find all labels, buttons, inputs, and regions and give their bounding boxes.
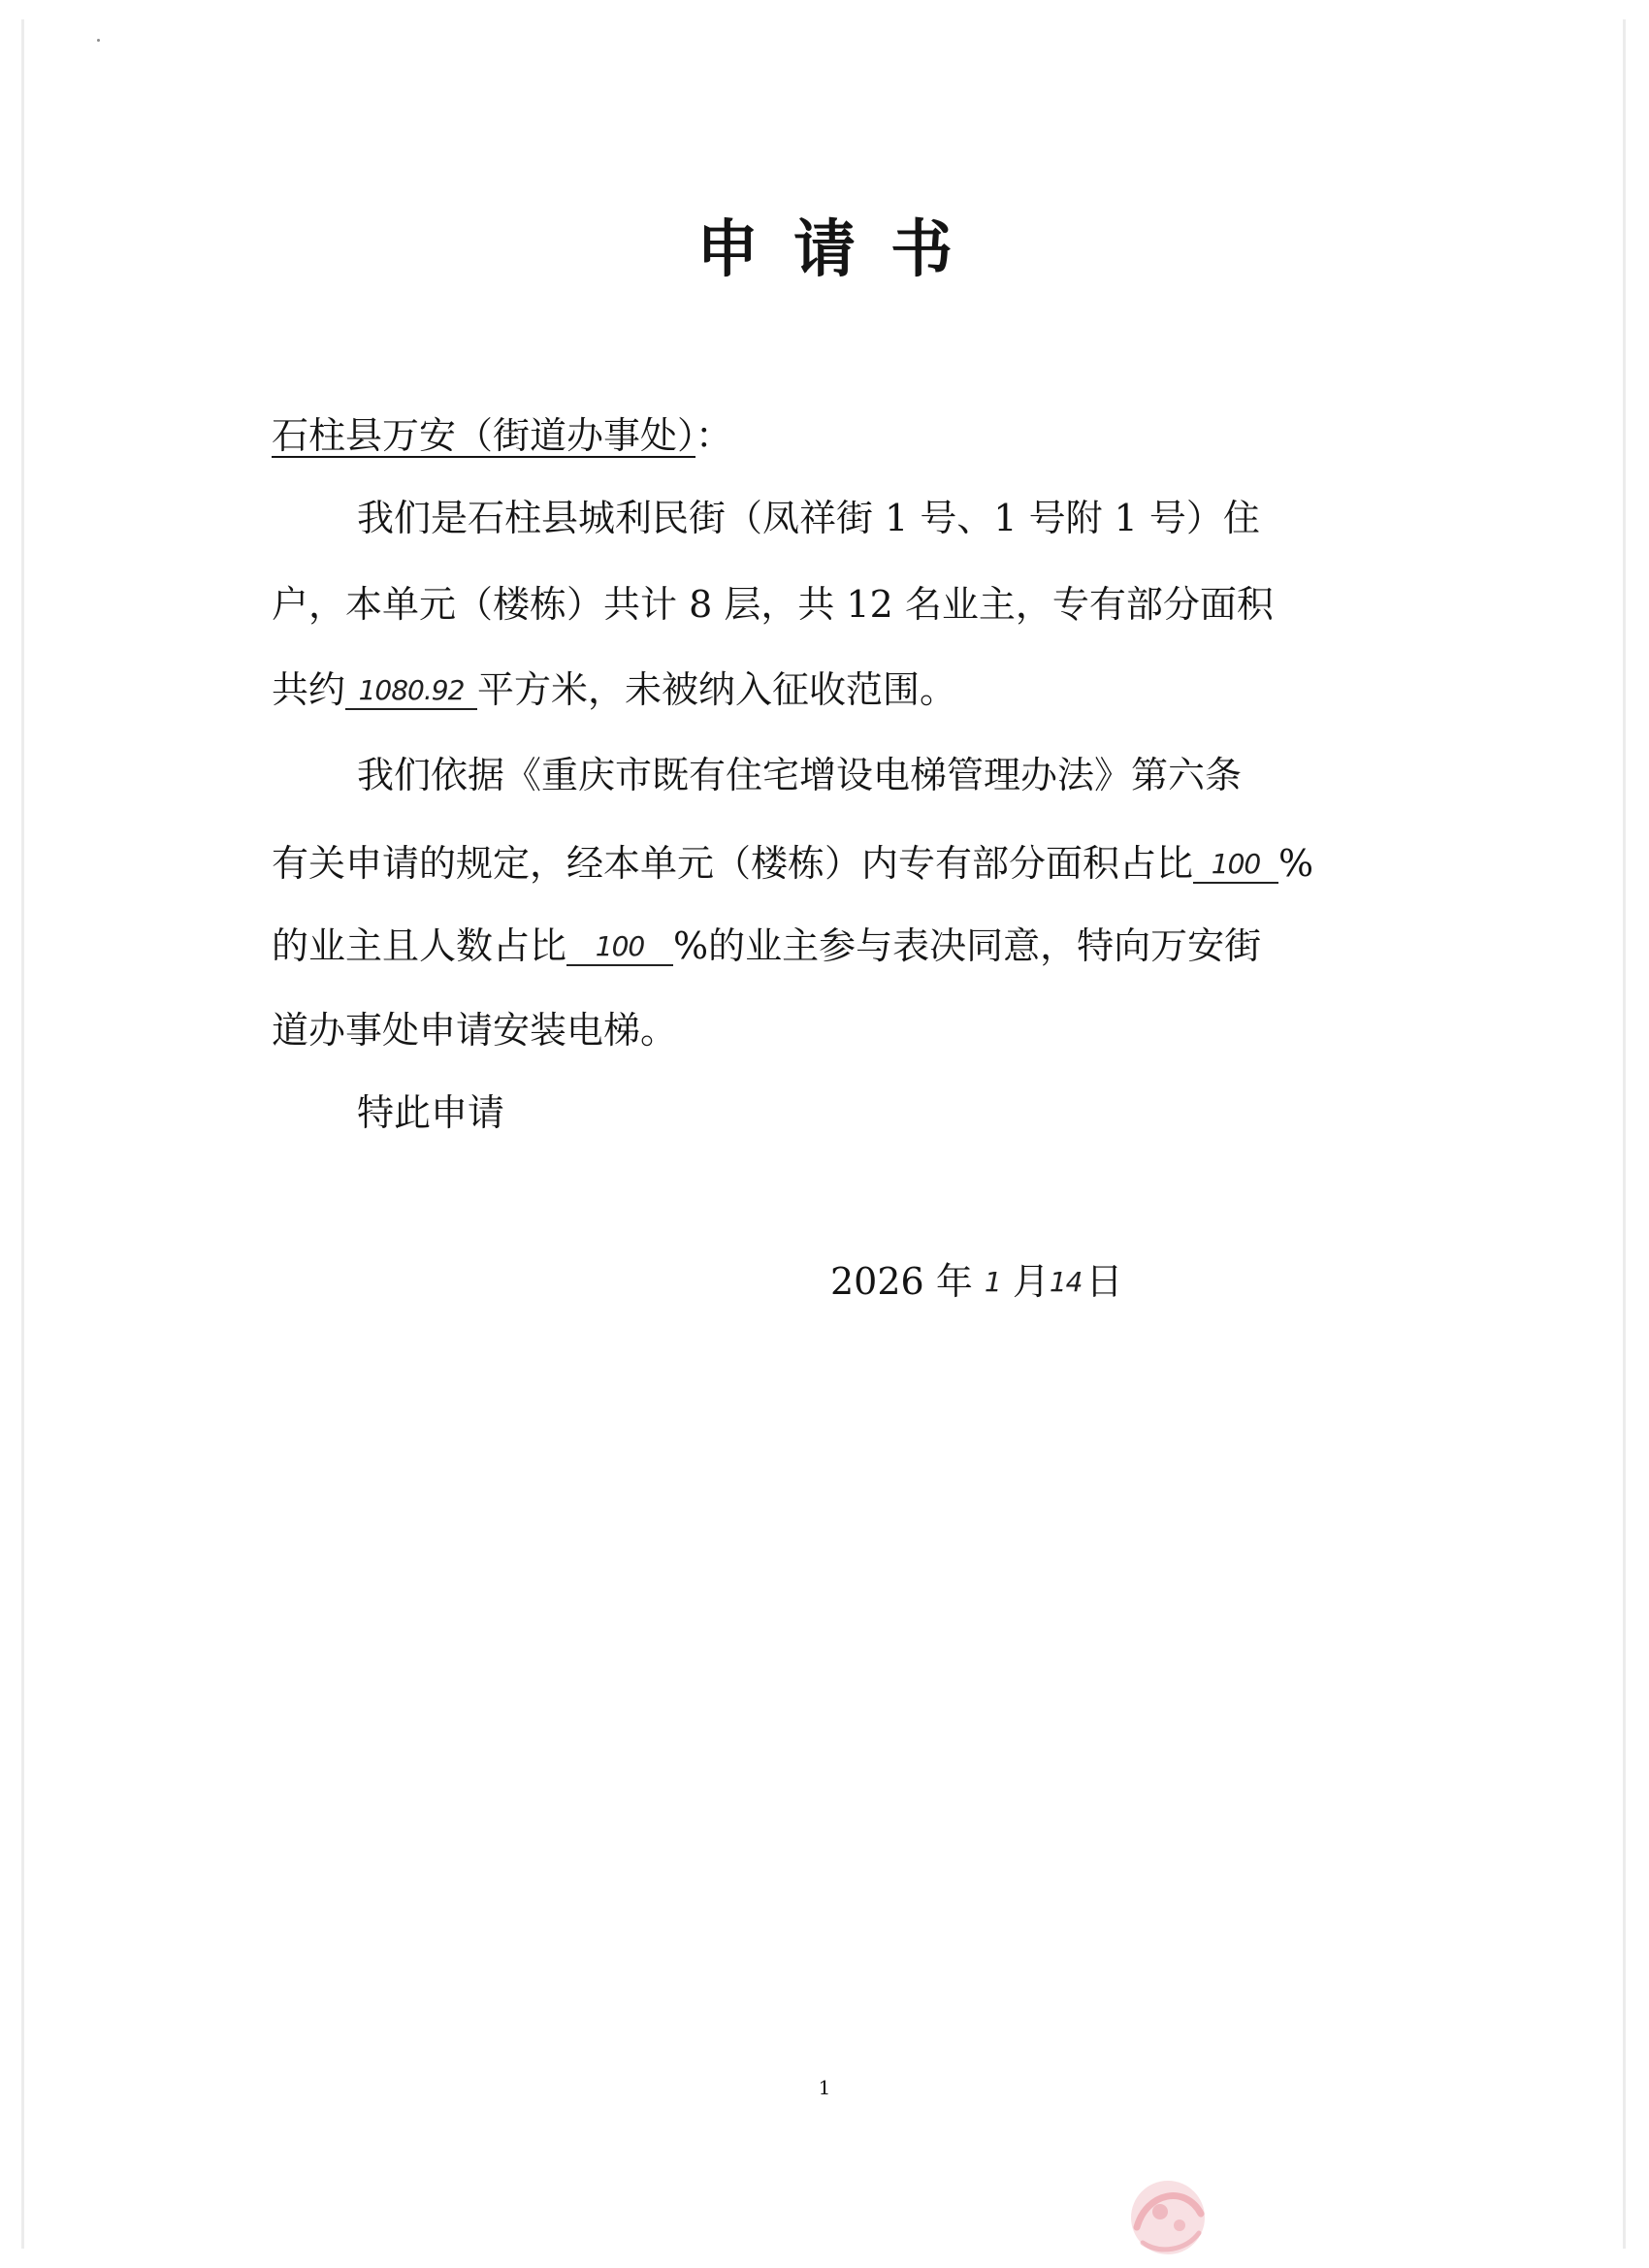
page-number: 1 — [818, 2076, 831, 2099]
area-blank — [345, 671, 477, 710]
area-ratio-handwritten-value: 100 — [1211, 848, 1261, 880]
date-year: 2026 — [830, 1260, 924, 1303]
people-ratio-suffix-text: %的业主参与表决同意，特向万安街 — [673, 924, 1262, 967]
people-ratio-blank — [566, 927, 673, 966]
paragraph-2-line-1: 我们依据《重庆市既有住宅增设电梯管理办法》第六条 — [357, 754, 1243, 796]
area-handwritten-value: 1080.92 — [358, 674, 465, 706]
paragraph-1-line-2: 户，本单元（楼栋）共计 8 层，共 12 名业主，专有部分面积 — [272, 583, 1274, 626]
paragraph-2-line-3 — [272, 924, 1262, 967]
date-day-unit: 日 — [1085, 1260, 1123, 1303]
document-title: 申请书 — [696, 213, 987, 286]
date-month-unit: 月 — [1012, 1260, 1050, 1303]
dust-speck — [97, 39, 100, 42]
paragraph-2-line-2 — [272, 842, 1314, 885]
area-ratio-suffix-text: % — [1278, 842, 1314, 885]
area-prefix-text: 共约 — [272, 668, 346, 711]
addressee-name: 石柱县万安（街道办事处） — [272, 414, 696, 457]
closing-text: 特此申请 — [357, 1091, 505, 1134]
partial-seal-stamp — [1117, 2165, 1216, 2258]
signature-date — [830, 1260, 1123, 1303]
area-suffix-text: 平方米，未被纳入征收范围。 — [477, 668, 957, 711]
date-day-handwritten: 14 — [1049, 1266, 1083, 1298]
date-year-unit: 年 — [935, 1260, 973, 1303]
area-ratio-prefix-text: 有关申请的规定，经本单元（楼栋）内专有部分面积占比 — [272, 842, 1194, 885]
paragraph-1-line-3 — [272, 668, 957, 711]
people-ratio-handwritten-value: 100 — [595, 930, 645, 962]
people-ratio-prefix-text: 的业主且人数占比 — [272, 924, 567, 967]
scan-edge-left — [21, 19, 24, 2249]
date-month-handwritten: 1 — [984, 1266, 1001, 1298]
paragraph-1-line-1: 我们是石柱县城利民街（凤祥街 1 号、1 号附 1 号）住 — [357, 497, 1260, 539]
addressee-colon: ： — [695, 414, 733, 457]
area-ratio-blank — [1193, 845, 1278, 884]
addressee-line — [272, 414, 733, 457]
scan-edge-right — [1623, 19, 1626, 2249]
paragraph-2-line-4: 道办事处申请安装电梯。 — [272, 1009, 678, 1052]
